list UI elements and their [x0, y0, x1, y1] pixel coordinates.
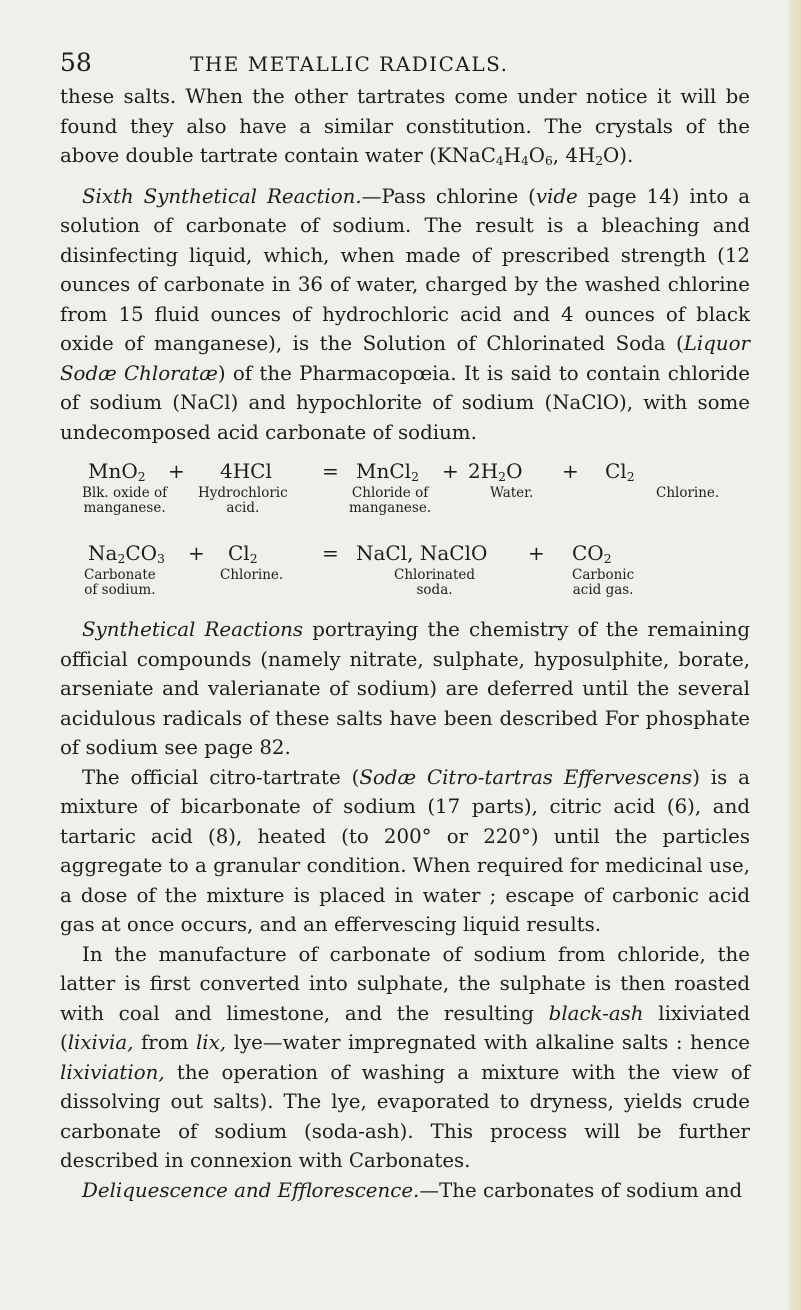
paragraph-citro-tartrate: The official citro-tartrate (Sodæ Citro-tartras Effervescens) is a mixture of bicarbonate of sodium (17 parts), citric acid (6), and tartaric acid (8), heated (to 200° or 220°) until the particles aggregate to a granular condition. When required for medicinal use, a dose of the mixture is placed in water ; escape of carbonic acid gas at once occurs, and an effervescing liquid results. [60, 765, 750, 936]
paragraph-synthetical-reactions: Synthetical Reactions portraying the chemistry of the remaining official compounds (namely nitrate, sulphate, hyposulphite, borate, arseniate and valerianate of sodium) are deferred until the several acidulous radicals of these salts have been described For phosphate of sodium see page 82. [60, 618, 750, 759]
eq2-term-cl2: $Cl_2$ [228, 541, 258, 567]
eq1-caption: Blk. oxide of manganese. [82, 485, 168, 516]
eq1-term-mncl2: MnCl$_2$ [356, 459, 419, 485]
eq1-caption: Water. [490, 485, 534, 501]
paragraph-tartrate [60, 82, 750, 171]
eq1-caption: Hydrochloric acid. [198, 485, 288, 516]
eq2-plus: + [528, 541, 545, 565]
formula-tartrate: ($KNaC_4H_4O_6$, $4H_2O$). [429, 144, 634, 169]
eq2-caption: Carbonate of sodium. [84, 567, 156, 598]
page-number: 58 [60, 48, 92, 77]
paragraph-heading: Sixth Synthetical Reaction. [82, 184, 362, 208]
eq1-term-water: $2H_2O$ [468, 459, 523, 485]
body-text [60, 82, 750, 1205]
eq1-caption: Chlorine. [656, 485, 720, 501]
eq1-plus: + [168, 459, 185, 483]
paragraph-sixth-reaction: Sixth Synthetical Reaction.—Pass chlorine (vide page 14) into a solution of carbonate of sodium. The result is a bleaching and disinfecting liquid, which, when made of prescribed strength (12 ounces of carbonate in 36 of water, charged by the washed chlorine from 15 fluid ounces of hydrochloric acid and 4 ounces of black oxide of manganese), is the Solution of Chlorinated Soda (Liquor Sodæ Chloratæ) of the Pharmacopœia. It is said to contain chloride of sodium (NaCl) and hypochlorite of sodium (NaClO), with some undecomposed acid carbonate of sodium. [60, 184, 750, 444]
eq2-term-co2: $CO_2$ [572, 541, 612, 567]
eq1-plus: + [442, 459, 459, 483]
eq1-term-cl2: $Cl_2$ [605, 459, 635, 485]
paragraph-deliquescence: Deliquescence and Efflorescence.—The carbonates of sodium and [82, 1178, 743, 1202]
paragraph-heading: Deliquescence and Efflorescence. [82, 1178, 420, 1202]
eq1-term-mno2: MnO$_2$ [88, 459, 146, 485]
eq2-term-chlorinated-soda: NaCl, NaClO [356, 541, 488, 565]
book-page [60, 48, 750, 1205]
page-edge [789, 0, 801, 1310]
eq1-caption: Chloride of manganese. [349, 485, 432, 516]
eq2-caption: Chlorine. [220, 567, 284, 583]
equation-chlorine [60, 453, 750, 531]
paragraph-text: these salts. When the other tartrates come under notice it will be found they also have a similar constitution. The crystals of the above double tartrate contain water [60, 85, 750, 167]
eq1-plus: + [562, 459, 579, 483]
eq2-caption: Carbonic acid gas. [572, 567, 635, 598]
running-head: THE METALLIC RADICALS. [190, 52, 509, 76]
page-header [60, 48, 750, 82]
eq2-equals: = [322, 541, 339, 565]
equation-chlorinated-soda [60, 537, 750, 615]
paragraph-heading: Synthetical Reactions [82, 618, 304, 641]
paragraph-manufacture: In the manufacture of carbonate of sodium from chloride, the latter is first converted into sulphate, the sulphate is then roasted with coal and limestone, and the resulting black-ash lixiviated (lixivia, from lix, lye—water impregnated with alkaline salts : hence lixiviation, the operation of washing a mixture with the view of dissolving out salts). The lye, evaporated to dryness, yields crude carbonate of sodium (soda-ash). This process will be further described in connexion with Carbonates. [60, 942, 750, 1172]
eq1-term-hcl: 4HCl [220, 459, 272, 483]
eq2-plus: + [188, 541, 205, 565]
eq2-term-na2co3: $Na_2CO_3$ [88, 541, 165, 567]
eq2-caption: Chlorinated soda. [394, 567, 476, 598]
eq1-equals: = [322, 459, 339, 483]
